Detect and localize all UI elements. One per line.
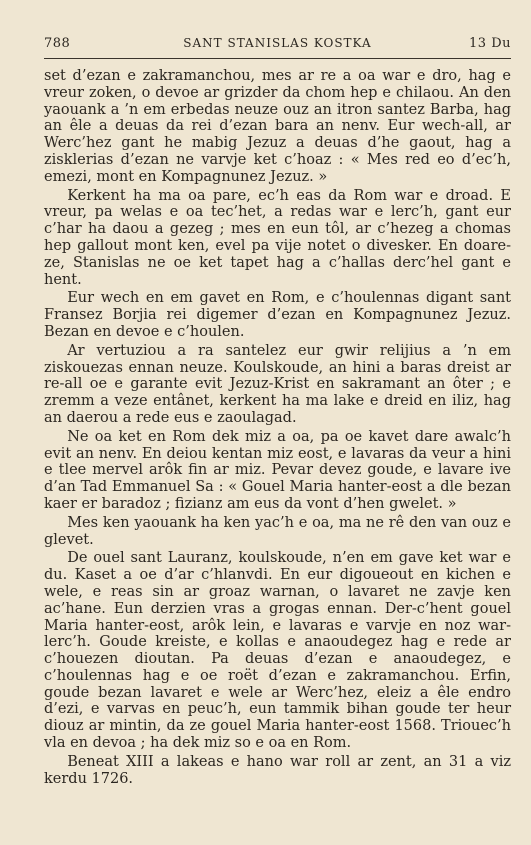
running-title: SANT STANISLAS KOSTKA xyxy=(183,36,372,50)
paragraph: Mes ken yaouank ha ken yac’h e oa, ma ne rê den van ouz e glevet. xyxy=(44,514,511,548)
page-number: 788 xyxy=(44,36,71,51)
paragraph: Kerkent ha ma oa pare, ec’h eas da Rom war e droad. E vreur, pa welas e oa tec’het, a redas war e lerc’h, gant eur c’har ha daou a gezeg ; mes en eun tôl, ar c’hezeg a chomas hep gallout mont ken, evel pa vije notet o divesker. En doare-ze, Stanislas ne oe ket tapet hag a c’hallas derc’hel gant e hent. xyxy=(44,187,511,288)
paragraph: Beneat XIII a lakeas e hano war roll ar zent, an 31 a viz kerdu 1726. xyxy=(44,753,511,787)
page-header xyxy=(44,36,511,54)
header-rule xyxy=(44,58,511,59)
page-body xyxy=(44,68,511,789)
paragraph: Ar vertuziou a ra santelez eur gwir relijius a ’n em ziskouezas ennan neuze. Koulskoude, an hini a baras dreist ar re-all oe e garante evit Jezuz-Krist en sakramant an ôter ; e zremm a veze entânet, kerkent ha ma lake e dreid en iliz, hag an daerou a rede eus e zaoulagad. xyxy=(44,342,511,426)
paragraph: De ouel sant Lauranz, koulskoude, n’en em gave ket war e du. Kaset a oe d’ar c’hlanvdi. En eur digoueout en kichen e wele, e reas sin ar groaz warnan, o lavaret ne zavje ken ac’hane. Eun derzien vras a grogas ennan. Der-c’hent gouel Maria hanter-eost, arôk lein, e lavaras e varvje en noz war-lerc’h. Goude kreiste, e kollas e anaoudegez hag e rede ar c’houezen dioutan. Pa deuas d’ezan e anaoudegez, e c’houlennas hag e oe roët d’ezan e zakramanchou. Erfin, goude bezan lavaret e wele ar Werc’hez, eleiz a êle endro d’ezi, e varvas en peuc’h, eun tammik bihan goude ter heur diouz ar mintin, da ze gouel Maria hanter-eost 1568. Triouec’h vla en devoa ; ha dek miz so e oa en Rom. xyxy=(44,550,511,752)
paragraph: Eur wech en em gavet en Rom, e c’houlennas digant sant Fransez Borjia rei digemer d’ezan en Kompagnunez Jezuz. Bezan en devoe e c’houlen. xyxy=(44,290,511,340)
paragraph: Ne oa ket en Rom dek miz a oa, pa oe kavet dare awalc’h evit an nenv. En deiou kentan miz eost, e lavaras da veur a hini e tlee mervel arôk fin ar miz. Pevar devez goude, e lavare ive d’an Tad Emmanuel Sa : « Gouel Maria hanter-eost a dle bezan kaer er baradoz ; fizianz am eus da vont d’hen gwelet. » xyxy=(44,428,511,512)
header-date: 13 Du xyxy=(469,36,511,51)
paragraph: set d’ezan e zakramanchou, mes ar re a oa war e dro, hag e vreur zoken, o devoe ar grizder da chom hep e chilaou. An den yaouank a ’n em erbedas neuze ouz an itron santez Barba, hag an êle a deuas da rei d’ezan bara an nenv. Eur wech-all, ar Werc’hez gant he mabig Jezuz a deuas d’he gaout, hag a zisklerias d’ezan ne varvje ket c’hoaz : « Mes red eo d’ec’h, emezi, mont en Kompagnunez Jezuz. » xyxy=(44,68,511,185)
